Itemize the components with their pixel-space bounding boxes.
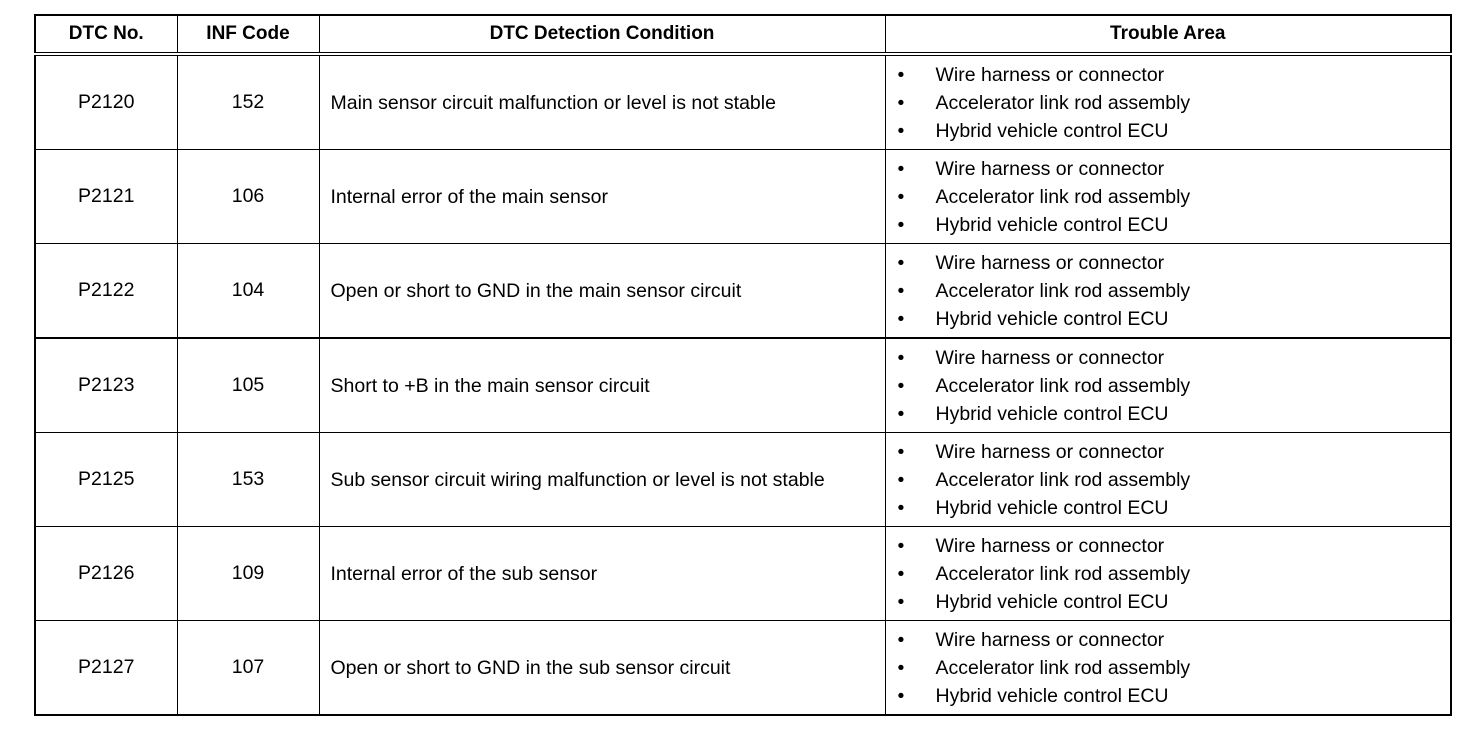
bullet-icon: • (897, 307, 905, 330)
bullet-icon: • (897, 402, 905, 425)
dtc-number: P2125 (35, 433, 177, 527)
list-item (886, 117, 1451, 145)
dtc-number: P2127 (35, 621, 177, 716)
trouble-area (885, 433, 1451, 527)
list-item (886, 249, 1451, 277)
list-item-text: Accelerator link rod assembly (935, 656, 1191, 679)
bullet-icon: • (897, 534, 905, 557)
list-item (886, 155, 1451, 183)
trouble-area (885, 244, 1451, 339)
dtc-number: P2126 (35, 527, 177, 621)
trouble-area-list (886, 626, 1451, 710)
list-item-text: Hybrid vehicle control ECU (935, 213, 1169, 236)
list-item (886, 494, 1451, 522)
list-item-text: Wire harness or connector (935, 251, 1165, 274)
list-item-text: Hybrid vehicle control ECU (935, 402, 1169, 425)
dtc-number: P2123 (35, 338, 177, 433)
bullet-icon: • (897, 185, 905, 208)
bullet-icon: • (897, 440, 905, 463)
table-row (35, 150, 1451, 244)
list-item-text: Accelerator link rod assembly (935, 468, 1191, 491)
list-item-text: Hybrid vehicle control ECU (935, 119, 1169, 142)
list-item-text: Accelerator link rod assembly (935, 91, 1191, 114)
header-row (35, 15, 1451, 54)
list-item-text: Wire harness or connector (935, 63, 1165, 86)
list-item-text: Accelerator link rod assembly (935, 279, 1191, 302)
trouble-area-list (886, 532, 1451, 616)
detection-condition: Short to +B in the main sensor circuit (319, 338, 885, 433)
list-item (886, 89, 1451, 117)
inf-code: 106 (177, 150, 319, 244)
list-item (886, 211, 1451, 239)
inf-code: 153 (177, 433, 319, 527)
detection-condition: Open or short to GND in the main sensor circuit (319, 244, 885, 339)
detection-condition: Main sensor circuit malfunction or level is not stable (319, 54, 885, 150)
header-dtc-no: DTC No. (35, 15, 177, 54)
table-row (35, 433, 1451, 527)
table-row (35, 54, 1451, 150)
dtc-number: P2121 (35, 150, 177, 244)
list-item-text: Hybrid vehicle control ECU (935, 590, 1169, 613)
bullet-icon: • (897, 374, 905, 397)
bullet-icon: • (897, 91, 905, 114)
detection-condition: Sub sensor circuit wiring malfunction or level is not stable (319, 433, 885, 527)
list-item-text: Wire harness or connector (935, 534, 1165, 557)
list-item (886, 400, 1451, 428)
detection-condition: Open or short to GND in the sub sensor circuit (319, 621, 885, 716)
header-inf-code: INF Code (177, 15, 319, 54)
trouble-area-list (886, 249, 1451, 333)
list-item-text: Hybrid vehicle control ECU (935, 307, 1169, 330)
bullet-icon: • (897, 213, 905, 236)
bullet-icon: • (897, 63, 905, 86)
list-item (886, 372, 1451, 400)
trouble-area-list (886, 155, 1451, 239)
list-item (886, 588, 1451, 616)
inf-code: 104 (177, 244, 319, 339)
list-item (886, 277, 1451, 305)
dtc-table (34, 14, 1452, 716)
bullet-icon: • (897, 628, 905, 651)
table-row (35, 338, 1451, 433)
inf-code: 109 (177, 527, 319, 621)
list-item-text: Accelerator link rod assembly (935, 374, 1191, 397)
header-detection-condition: DTC Detection Condition (319, 15, 885, 54)
list-item-text: Wire harness or connector (935, 440, 1165, 463)
list-item (886, 626, 1451, 654)
list-item (886, 61, 1451, 89)
table-row (35, 527, 1451, 621)
bullet-icon: • (897, 279, 905, 302)
list-item (886, 466, 1451, 494)
list-item-text: Hybrid vehicle control ECU (935, 684, 1169, 707)
list-item-text: Accelerator link rod assembly (935, 185, 1191, 208)
bullet-icon: • (897, 346, 905, 369)
bullet-icon: • (897, 496, 905, 519)
table-row (35, 621, 1451, 716)
list-item (886, 183, 1451, 211)
list-item-text: Accelerator link rod assembly (935, 562, 1191, 585)
detection-condition: Internal error of the sub sensor (319, 527, 885, 621)
bullet-icon: • (897, 251, 905, 274)
list-item-text: Hybrid vehicle control ECU (935, 496, 1169, 519)
bullet-icon: • (897, 157, 905, 180)
trouble-area (885, 338, 1451, 433)
bullet-icon: • (897, 684, 905, 707)
list-item-text: Wire harness or connector (935, 346, 1165, 369)
trouble-area (885, 527, 1451, 621)
list-item (886, 560, 1451, 588)
bullet-icon: • (897, 656, 905, 679)
table-row (35, 244, 1451, 339)
list-item (886, 532, 1451, 560)
detection-condition: Internal error of the main sensor (319, 150, 885, 244)
trouble-area (885, 54, 1451, 150)
bullet-icon: • (897, 468, 905, 491)
inf-code: 107 (177, 621, 319, 716)
trouble-area-list (886, 344, 1451, 428)
list-item (886, 305, 1451, 333)
header-trouble-area: Trouble Area (885, 15, 1451, 54)
list-item (886, 654, 1451, 682)
trouble-area-list (886, 438, 1451, 522)
list-item (886, 438, 1451, 466)
inf-code: 105 (177, 338, 319, 433)
trouble-area-list (886, 61, 1451, 145)
bullet-icon: • (897, 562, 905, 585)
dtc-number: P2122 (35, 244, 177, 339)
trouble-area (885, 621, 1451, 716)
trouble-area (885, 150, 1451, 244)
list-item-text: Wire harness or connector (935, 628, 1165, 651)
bullet-icon: • (897, 119, 905, 142)
list-item (886, 682, 1451, 710)
list-item (886, 344, 1451, 372)
list-item-text: Wire harness or connector (935, 157, 1165, 180)
bullet-icon: • (897, 590, 905, 613)
inf-code: 152 (177, 54, 319, 150)
dtc-number: P2120 (35, 54, 177, 150)
